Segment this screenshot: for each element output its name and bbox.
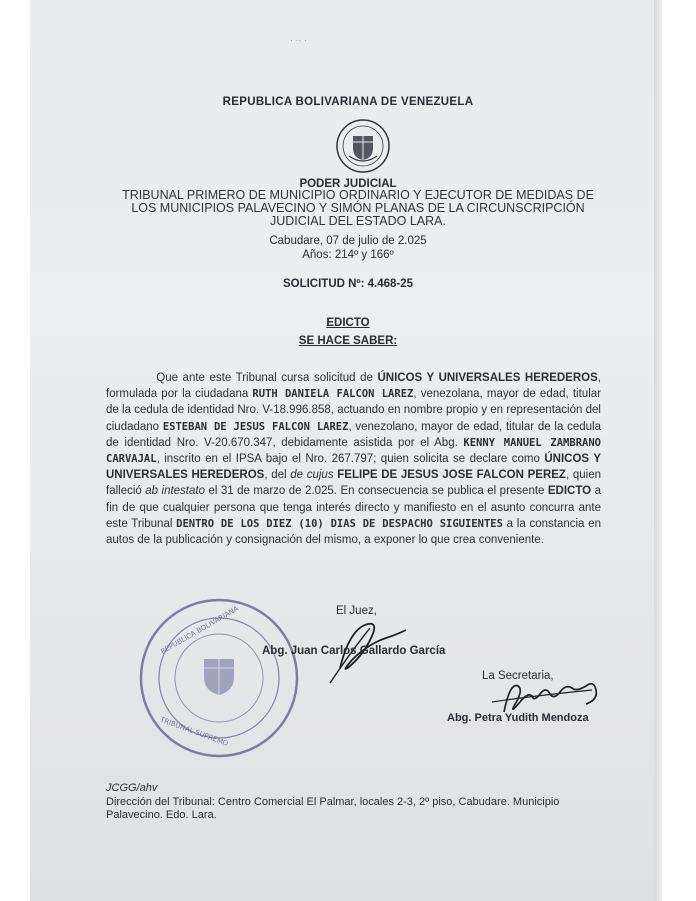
body-text-4: , venezolano, mayor de edad, titular de la cedula de identidad Nro. V-20.670.347, debidamente asistida por el Abg. [106,420,601,449]
edicto-body [106,370,601,548]
body-bold-1: ÚNICOS Y UNIVERSALES HEREDEROS [377,372,598,384]
secretary-name: Abg. Petra Yudith Mendoza [447,712,589,724]
body-text-1: Que ante este Tribunal cursa solicitud de [156,372,378,384]
republica-heading: REPUBLICA BOLIVARIANA DE VENEZUELA [222,96,474,108]
se-hace-saber-title: SE HACE SABER: [298,335,398,347]
body-bold-2: ÚNICOS Y UNIVERSALES HEREDEROS [106,453,602,482]
body-bold-edicto: EDICTO [547,485,592,498]
body-text-11: a la constancia en autos de la publicación y consignación del mismo, a exponer lo que crea conveniente. [106,517,601,547]
initials: JCGG/ahv [106,782,158,794]
paper-mark: · ·· · [290,35,307,45]
body-text-6: , del [264,469,291,482]
background-right [662,0,696,901]
body-text-5: , inscrito en el IPSA bajo el Nro. 267.797; quien solicita se declare como [156,453,545,466]
background-left [0,0,30,901]
applicant-name: RUTH DANIELA FALCON LAREZ [252,388,414,401]
body-text-10: a fin de que cualquier persona que tenga interés directo y manifiesto en el asunto concurra ante este Tribunal [106,485,601,530]
document-years: Años: 214º y 166º [302,249,394,261]
paper-edge [654,0,662,901]
body-text-9: el 31 de marzo de 2.025. En consecuencia se publica el presente [205,485,548,498]
svg-text:REPUBLICA BOLIVARIANA: REPUBLICA BOLIVARIANA [159,604,240,656]
deadline-text: DENTRO DE LOS DIEZ (10) DIAS DE DESPACHO SIGUIENTES [176,517,503,530]
body-text-8: , quien falleció [106,469,601,498]
tribunal-name: TRIBUNAL PRIMERO DE MUNICIPIO ORDINARIO Y EJECUTOR DE MEDIDAS DE LOS MUNICIPIOS PALAVECINO Y SIMÓN PLANAS DE LA CIRCUNSCRIPCIÓN JUDICIAL DEL ESTADO LARA. [122,188,594,228]
judge-name: Abg. Juan Carlos Gallardo García [262,645,446,657]
court-seal-icon [335,118,391,174]
la-secretaria-label: La Secretaria, [482,670,554,682]
body-text-2: , formulada por la ciudadana [106,372,601,401]
deceased-name: FELIPE DE JESUS JOSE FALCON PEREZ [337,469,566,482]
solicitud-number: SOLICITUD Nº: 4.468-25 [282,278,414,290]
court-address: Dirección del Tribunal: Centro Comercial El Palmar, locales 2-3, 2º piso, Cabudare. Municipio Palavecino. Edo. Lara. [106,796,560,821]
svg-text:TRIBUNAL SUPREMO: TRIBUNAL SUPREMO [158,715,230,748]
body-italic-2: ab intestato [145,485,205,498]
court-stamp-icon [138,597,300,759]
represented-name: ESTEBAN DE JESUS FALCON LAREZ [162,420,349,433]
body-text-3: , venezolana, mayor de edad, titular de la cedula de identidad Nro. V-18.996.858, actuando en nombre propio y en representación del ciudadano [106,388,601,433]
el-juez-label: El Juez, [336,605,377,617]
poder-judicial-heading: PODER JUDICIAL [299,178,397,190]
edicto-title: EDICTO [326,317,370,329]
lawyer-name: KENNY MANUEL ZAMBRANO CARVAJAL [106,436,601,466]
document-date: Cabudare, 07 de julio de 2.025 [269,235,427,247]
body-italic-1: de cujus [290,469,334,482]
